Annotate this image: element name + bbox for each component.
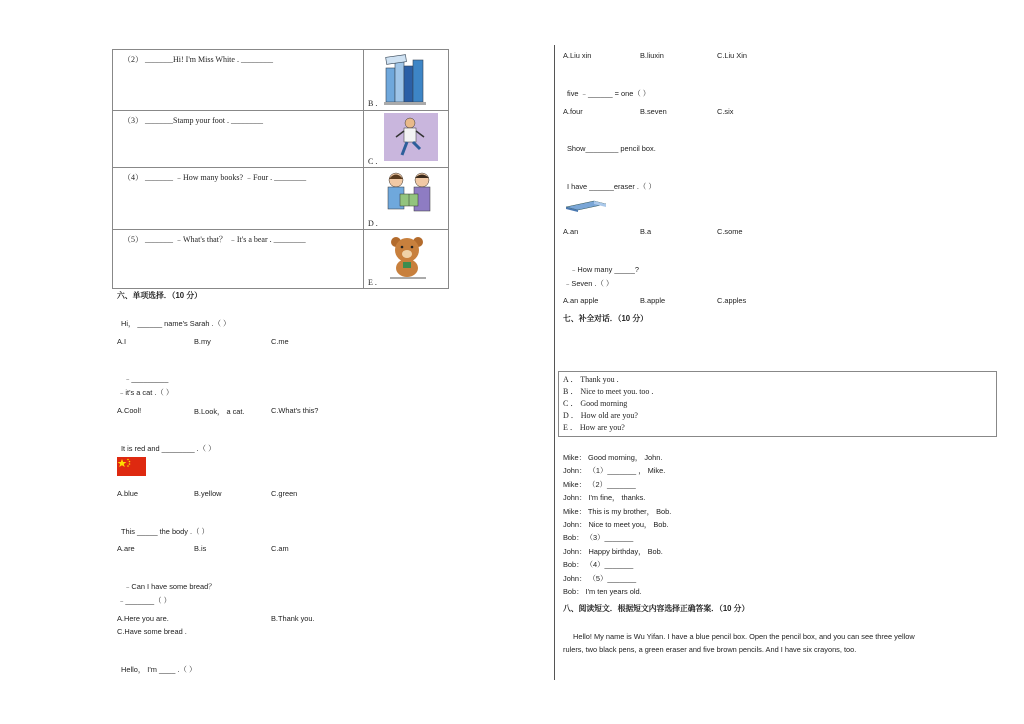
option-c: C.six — [717, 107, 734, 116]
china-flag-picture — [117, 457, 146, 476]
matching-row-text: （5） _______ ﹣What's that？ ﹣It's a bear . ________ — [123, 235, 306, 244]
dialogue-option: D ． How old are you? — [563, 411, 638, 420]
option-c: C.Have some bread . — [117, 627, 187, 636]
option-a: A.blue — [117, 489, 138, 498]
matching-image-cell — [363, 230, 449, 289]
dialogue-option: A ． Thank you . — [563, 375, 619, 384]
matching-letter: C . — [368, 157, 378, 166]
matching-row-text: （3） _______Stamp your foot . ________ — [123, 116, 263, 125]
dialogue-option: C ． Good morning — [563, 399, 628, 408]
kids-with-book-picture — [382, 170, 438, 222]
matching-letter: B . — [368, 99, 378, 108]
dialogue-line: Mike： Good morning， John. — [563, 453, 663, 462]
matching-image-cell — [363, 111, 449, 168]
option-a: A.Here you are. — [117, 614, 169, 623]
option-b: B.my — [194, 337, 211, 346]
matching-table — [112, 49, 449, 289]
dialogue-line: Mike： This is my brother， Bob. — [563, 507, 672, 516]
bear-picture — [384, 232, 432, 280]
question-stem: It is red and ________ .（ ） — [121, 444, 216, 453]
section-6-title: 六、单项选择．（10 分） — [117, 291, 202, 300]
dialogue-line: John： Nice to meet you， Bob. — [563, 520, 669, 529]
question-stem: Hi， ______ name's Sarah .（ ） — [121, 319, 231, 328]
option-c: C.apples — [717, 296, 747, 305]
dialogue-option: E ． How are you? — [563, 423, 625, 432]
option-b: B.Thank you. — [271, 614, 315, 623]
question-stem: Show________ pencil box. — [567, 144, 656, 153]
dialogue-line: Bob： I'm ten years old. — [563, 587, 642, 596]
option-b: B.seven — [640, 107, 667, 116]
matching-row — [113, 110, 448, 168]
dialogue-line: John： I'm fine， thanks. — [563, 493, 646, 502]
matching-letter: E . — [368, 278, 377, 287]
option-a: A.Cool! — [117, 406, 142, 415]
option-b: B.is — [194, 544, 207, 553]
option-c: C.green — [271, 489, 298, 498]
dialogue-line: Bob： （4）_______ — [563, 560, 634, 569]
matching-row — [113, 229, 448, 289]
question-stem: five ﹣______ = one（ ） — [567, 89, 651, 98]
option-a: A.Liu xin — [563, 51, 592, 60]
stamp-foot-picture — [384, 113, 438, 161]
option-a: A.I — [117, 337, 127, 346]
option-a: A.an apple — [563, 296, 599, 305]
reading-passage-line: rulers, two black pens, a green eraser and five brown pencils. And I have six crayons, too. — [563, 645, 857, 654]
option-a: A.are — [117, 544, 135, 553]
option-b: B.yellow — [194, 489, 222, 498]
option-c: C.Liu Xin — [717, 51, 747, 60]
option-c: C.am — [271, 544, 289, 553]
option-c: C.What's this? — [271, 406, 319, 415]
option-a: A.four — [563, 107, 583, 116]
question-line: ﹣_______（ ） — [118, 596, 171, 605]
column-divider — [554, 45, 555, 680]
question-line: ﹣Can I have some bread？ — [124, 582, 216, 591]
dialogue-line: John： （1）_______ ， Mike. — [563, 466, 666, 475]
matching-image-cell — [363, 50, 449, 110]
dialogue-line: John： （5）_______ — [563, 574, 637, 583]
dialogue-option: B ． Nice to meet you. too . — [563, 387, 654, 396]
question-line: ﹣it's a cat .（ ） — [118, 388, 174, 397]
dialogue-options-box — [558, 371, 997, 437]
question-line: ﹣How many _____? — [570, 265, 640, 274]
matching-row — [113, 167, 448, 230]
matching-image-cell — [363, 168, 449, 230]
matching-row-text: （4） _______ ﹣How many books? ﹣Four . ________ — [123, 173, 307, 182]
option-b: B.liuxin — [640, 51, 664, 60]
books-picture — [382, 54, 430, 106]
option-c: C.some — [717, 227, 743, 236]
option-a: A.an — [563, 227, 579, 236]
matching-row-text: （2） _______Hi! I'm Miss White . ________ — [123, 55, 273, 64]
option-b: B.a — [640, 227, 652, 236]
option-b: B.apple — [640, 296, 666, 305]
option-c: C.me — [271, 337, 289, 346]
eraser-picture — [564, 198, 608, 214]
section-8-title: 八、阅读短文．根据短文内容选择正确答案．（10 分） — [563, 604, 750, 613]
dialogue-line: John： Happy birthday， Bob. — [563, 547, 663, 556]
dialogue-line: Bob： （3）_______ — [563, 533, 634, 542]
matching-letter: D . — [368, 219, 378, 228]
question-line: ﹣_________ — [124, 374, 169, 383]
question-stem: I have ______eraser .（ ） — [567, 182, 656, 191]
question-line: ﹣Seven .（ ） — [564, 279, 614, 288]
question-stem: Hello， I'm ____ .（ ） — [121, 665, 197, 674]
dialogue-line: Mike： （2）_______ — [563, 480, 636, 489]
section-7-title: 七、补全对话．（10 分） — [563, 314, 648, 323]
option-b: B.Look， a cat. — [194, 407, 245, 416]
question-stem: This _____ the body .（ ） — [121, 527, 209, 536]
matching-row — [113, 50, 448, 110]
reading-passage-line: Hello! My name is Wu Yifan. I have a blue pencil box. Open the pencil box, and you can see three yellow — [573, 632, 915, 641]
